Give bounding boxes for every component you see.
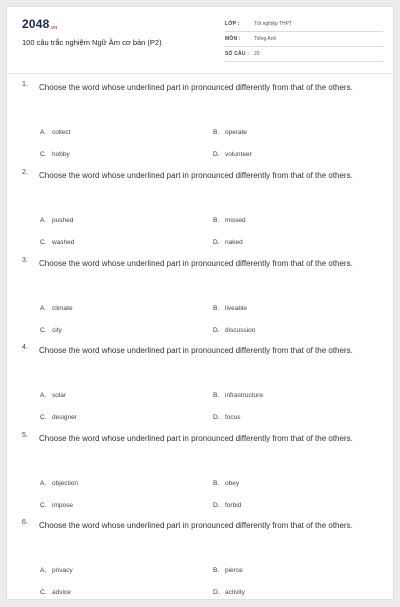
option-word: volunteer [225,151,252,158]
question-1 [7,81,393,169]
question-text: Choose the word whose underlined part in pronounced differently from that of the others. [39,434,353,443]
option-letter: D. [213,327,220,334]
logo-suffix: .vn [49,25,58,31]
answer-option[interactable] [213,414,241,421]
answer-option[interactable] [40,480,78,487]
question-text: Choose the word whose underlined part in pronounced differently from that of the others. [39,521,353,530]
option-letter: D. [213,151,220,158]
answer-option[interactable] [40,151,70,158]
option-word: activity [225,589,245,596]
meta-row-class [225,17,383,32]
site-logo[interactable] [22,17,57,31]
answer-option[interactable] [213,589,245,596]
meta-row-count [225,47,383,62]
answer-option[interactable] [40,502,73,509]
answer-option[interactable] [213,327,255,334]
option-word: advice [52,589,71,596]
meta-value: 20 [254,51,260,57]
option-word: objection [52,480,79,487]
option-word: infrastructure [225,392,263,399]
option-letter: C. [40,502,47,509]
answer-option[interactable] [40,129,70,136]
option-word: obey [225,480,240,487]
question-3 [7,257,393,345]
question-text: Choose the word whose underlined part in pronounced differently from that of the others. [39,346,353,355]
answer-option[interactable] [40,239,74,246]
option-word: naked [225,239,243,246]
question-number: 3. [22,257,28,264]
option-letter: C. [40,327,47,334]
meta-value: Tiếng Anh [254,36,277,42]
option-letter: A. [40,217,47,224]
question-text: Choose the word whose underlined part in pronounced differently from that of the others. [39,259,353,268]
answer-option[interactable] [213,217,246,224]
answer-option[interactable] [40,305,73,312]
question-number: 4. [22,344,28,351]
option-word: city [52,327,62,334]
question-number: 5. [22,432,28,439]
answer-option[interactable] [40,392,66,399]
option-letter: A. [40,480,47,487]
option-word: designer [52,414,77,421]
meta-label: MÔN : [225,36,241,42]
option-letter: B. [213,217,220,224]
option-word: impose [52,502,73,509]
worksheet-header [7,7,393,73]
option-word: privacy [52,567,73,574]
meta-label: SỐ CÂU : [225,51,250,57]
answer-option[interactable] [213,151,252,158]
question-2 [7,169,393,257]
option-letter: A. [40,129,47,136]
option-letter: C. [40,414,47,421]
option-word: pierce [225,567,243,574]
meta-label: LỚP : [225,21,240,27]
option-word: liveable [225,305,248,312]
header-divider [7,73,393,74]
answer-option[interactable] [213,392,263,399]
answer-option[interactable] [213,502,241,509]
meta-row-subject [225,32,383,47]
answer-option[interactable] [213,239,243,246]
answer-option[interactable] [213,305,247,312]
option-word: discussion [225,327,256,334]
option-word: pushed [52,217,74,224]
option-letter: A. [40,567,47,574]
option-word: collect [52,129,71,136]
option-letter: D. [213,589,220,596]
option-letter: B. [213,480,220,487]
option-word: climate [52,305,73,312]
option-word: forbid [225,502,242,509]
logo-text: 2048 [22,17,50,31]
option-letter: A. [40,305,47,312]
answer-option[interactable] [40,217,73,224]
option-letter: C. [40,589,47,596]
option-letter: C. [40,239,47,246]
option-letter: C. [40,151,47,158]
question-number: 1. [22,81,28,88]
option-letter: B. [213,129,220,136]
answer-option[interactable] [213,567,243,574]
answer-option[interactable] [40,567,73,574]
option-word: focus [225,414,241,421]
option-letter: B. [213,567,220,574]
option-word: missed [225,217,246,224]
question-4 [7,344,393,432]
meta-value: Tốt nghiệp THPT [254,21,292,27]
question-number: 6. [22,519,28,526]
answer-option[interactable] [213,480,239,487]
question-number: 2. [22,169,28,176]
option-letter: D. [213,239,220,246]
option-word: operate [225,129,248,136]
page-title: 100 câu trắc nghiệm Ngữ Âm cơ bản (P2) [22,38,162,47]
option-letter: D. [213,414,220,421]
option-letter: A. [40,392,47,399]
answer-option[interactable] [213,129,247,136]
option-word: hobby [52,151,70,158]
question-text: Choose the word whose underlined part in pronounced differently from that of the others. [39,171,353,180]
option-letter: B. [213,392,220,399]
answer-option[interactable] [40,327,62,334]
question-text: Choose the word whose underlined part in pronounced differently from that of the others. [39,83,353,92]
option-word: washed [52,239,75,246]
answer-option[interactable] [40,589,71,596]
question-6 [7,519,393,607]
answer-option[interactable] [40,414,77,421]
option-word: solar [52,392,67,399]
question-5 [7,432,393,520]
worksheet [6,6,394,600]
option-letter: B. [213,305,220,312]
option-letter: D. [213,502,220,509]
